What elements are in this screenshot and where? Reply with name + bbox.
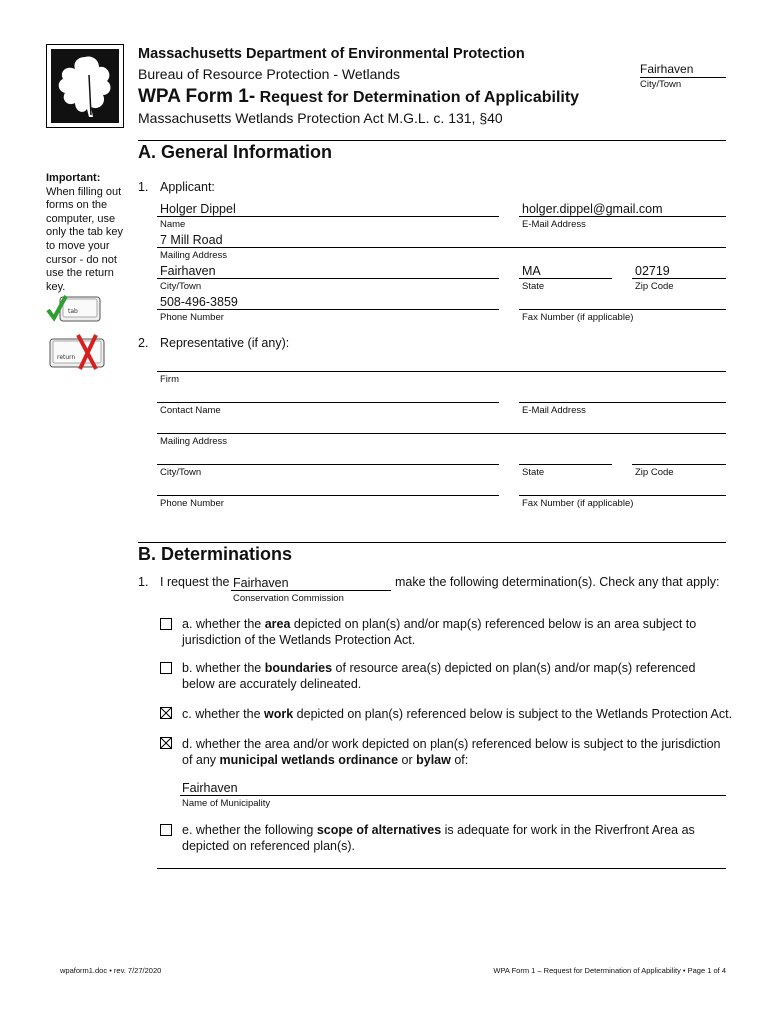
commission-field[interactable]: Fairhaven: [233, 576, 289, 590]
rep-contact-caption: Contact Name: [160, 405, 221, 416]
option-c-bold: work: [264, 707, 294, 721]
option-e-text: [182, 822, 742, 854]
option-e-checkbox[interactable]: [160, 824, 172, 836]
applicant-email-caption: E-Mail Address: [522, 219, 586, 230]
tab-key-label: tab: [68, 308, 78, 315]
applicant-zip-field[interactable]: 02719: [635, 264, 670, 278]
rep-address-line: [157, 433, 726, 434]
option-e-pre: e. whether the following: [182, 823, 317, 837]
option-d-text: [182, 736, 752, 768]
option-b-pre: b. whether the: [182, 661, 265, 675]
option-c-checkbox[interactable]: [160, 707, 172, 719]
option-a-line2: jurisdiction of the Wetlands Protection Act.: [182, 633, 416, 647]
rep-city-line: [157, 464, 499, 465]
footer-left: wpaform1.doc • rev. 7/27/2020: [60, 966, 162, 975]
option-b-post: of resource area(s) depicted on plan(s) and/or map(s) referenced: [332, 661, 696, 675]
rep-phone-line: [157, 495, 499, 496]
option-e-post: is adequate for work in the Riverfront Area as: [441, 823, 695, 837]
applicant-state-caption: State: [522, 281, 545, 292]
applicant-state-field[interactable]: MA: [522, 264, 541, 278]
applicant-zip-line: [632, 278, 726, 279]
applicant-email-field[interactable]: holger.dippel@gmail.com: [522, 202, 663, 216]
rep-email-caption: E-Mail Address: [522, 405, 586, 416]
applicant-address-line: [157, 247, 726, 248]
applicant-number: 1.: [138, 180, 149, 194]
checkbox-x-icon: [161, 708, 171, 718]
form-title: [138, 86, 579, 108]
rep-firm-line: [157, 371, 726, 372]
option-a-post: depicted on plan(s) and/or map(s) referenced below is an area subject to: [290, 617, 697, 631]
request-suffix: make the following determination(s). Check any that apply:: [395, 575, 720, 589]
municipality-caption: Name of Municipality: [182, 798, 271, 809]
applicant-fax-caption: Fax Number (if applicable): [522, 312, 634, 323]
option-b-bold: boundaries: [264, 661, 333, 675]
rep-city-caption: City/Town: [160, 467, 202, 478]
important-note: [46, 172, 130, 294]
rep-address-caption: Mailing Address: [160, 436, 228, 447]
commission-caption: Conservation Commission: [233, 593, 344, 604]
rep-state-line: [519, 464, 612, 465]
return-key-icon: [46, 333, 108, 373]
option-d-bylaw: bylaw: [416, 753, 451, 767]
act-citation: Massachusetts Wetlands Protection Act M.G.L. c. 131, §40: [138, 110, 503, 126]
option-b-line2: below are accurately delineated.: [182, 677, 362, 691]
applicant-state-line: [519, 278, 612, 279]
header-city-town-field[interactable]: Fairhaven: [640, 62, 726, 78]
option-a-text: [182, 616, 742, 648]
option-c-pre: c. whether the: [182, 707, 264, 721]
representative-label: Representative (if any):: [160, 336, 290, 350]
option-d-line2-post: of:: [450, 753, 469, 767]
section-a-rule: [138, 140, 726, 141]
return-key-label: return: [57, 354, 76, 361]
option-d-line2-pre: of any: [182, 753, 220, 767]
applicant-email-line: [519, 216, 726, 217]
rep-fax-line: [519, 495, 726, 496]
rep-phone-caption: Phone Number: [160, 498, 224, 509]
applicant-name-line: [157, 216, 499, 217]
option-b-checkbox[interactable]: [160, 662, 172, 674]
municipality-field[interactable]: Fairhaven: [182, 781, 238, 795]
option-e-bold: scope of alternatives: [316, 823, 442, 837]
option-a-pre: a. whether the: [182, 617, 265, 631]
applicant-phone-field[interactable]: 508-496-3859: [160, 295, 238, 309]
checkbox-x-icon: [161, 738, 171, 748]
municipality-line: [180, 795, 726, 796]
option-a-bold: area: [264, 617, 291, 631]
applicant-address-field[interactable]: 7 Mill Road: [160, 233, 223, 247]
option-d-line2-mid: or: [398, 753, 417, 767]
rep-zip-line: [632, 464, 726, 465]
applicant-name-caption: Name: [160, 219, 186, 230]
form-title-bold: WPA Form 1-: [138, 86, 256, 107]
applicant-label: Applicant:: [160, 180, 215, 194]
section-b-title: B. Determinations: [138, 544, 293, 564]
representative-number: 2.: [138, 336, 149, 350]
option-c-post: depicted on plan(s) referenced below is subject to the Wetlands Protection Act.: [293, 707, 733, 721]
section-b-rule: [138, 542, 726, 543]
applicant-fax-line: [519, 309, 726, 310]
rep-zip-caption: Zip Code: [635, 467, 674, 478]
rep-email-line: [519, 402, 726, 403]
massdep-logo: [46, 44, 124, 128]
section-a-title: A. General Information: [138, 142, 333, 162]
important-text: When filling out forms on the computer, use only the tab key to move your cursor - do not use the return key.: [46, 185, 124, 293]
option-a-checkbox[interactable]: [160, 618, 172, 630]
important-heading: Important:: [46, 172, 101, 184]
department-name: Massachusetts Department of Environmental Protection: [138, 46, 525, 62]
applicant-address-caption: Mailing Address: [160, 250, 228, 261]
tab-key-icon: [46, 294, 104, 326]
applicant-zip-caption: Zip Code: [635, 281, 674, 292]
applicant-phone-caption: Phone Number: [160, 312, 224, 323]
rep-firm-caption: Firm: [160, 374, 179, 385]
applicant-city-line: [157, 278, 499, 279]
form-title-rest: Request for Determination of Applicability: [255, 89, 580, 106]
rep-fax-caption: Fax Number (if applicable): [522, 498, 634, 509]
applicant-city-field[interactable]: Fairhaven: [160, 264, 216, 278]
footer-right: WPA Form 1 – Request for Determination of Applicability • Page 1 of 4: [493, 966, 726, 975]
applicant-name-field[interactable]: Holger Dippel: [160, 202, 236, 216]
option-c-text: [182, 706, 752, 722]
request-prefix: I request the: [160, 575, 230, 589]
rep-state-caption: State: [522, 467, 545, 478]
option-d-pre: d. whether the area and/or work depicted on plan(s) referenced below is subject to the jurisdiction: [182, 737, 721, 751]
rep-contact-line: [157, 402, 499, 403]
option-d-ordinance: municipal wetlands ordinance: [219, 753, 399, 767]
request-number: 1.: [138, 575, 149, 589]
option-e-line2: depicted on referenced plan(s).: [182, 839, 356, 853]
bureau-name: Bureau of Resource Protection - Wetlands: [138, 66, 400, 82]
section-b-bottom-line: [157, 868, 726, 869]
commission-line: [231, 590, 391, 591]
header-city-town-caption: City/Town: [640, 79, 682, 90]
applicant-city-caption: City/Town: [160, 281, 202, 292]
option-b-text: [182, 660, 742, 692]
applicant-phone-line: [157, 309, 499, 310]
option-d-checkbox[interactable]: [160, 737, 172, 749]
